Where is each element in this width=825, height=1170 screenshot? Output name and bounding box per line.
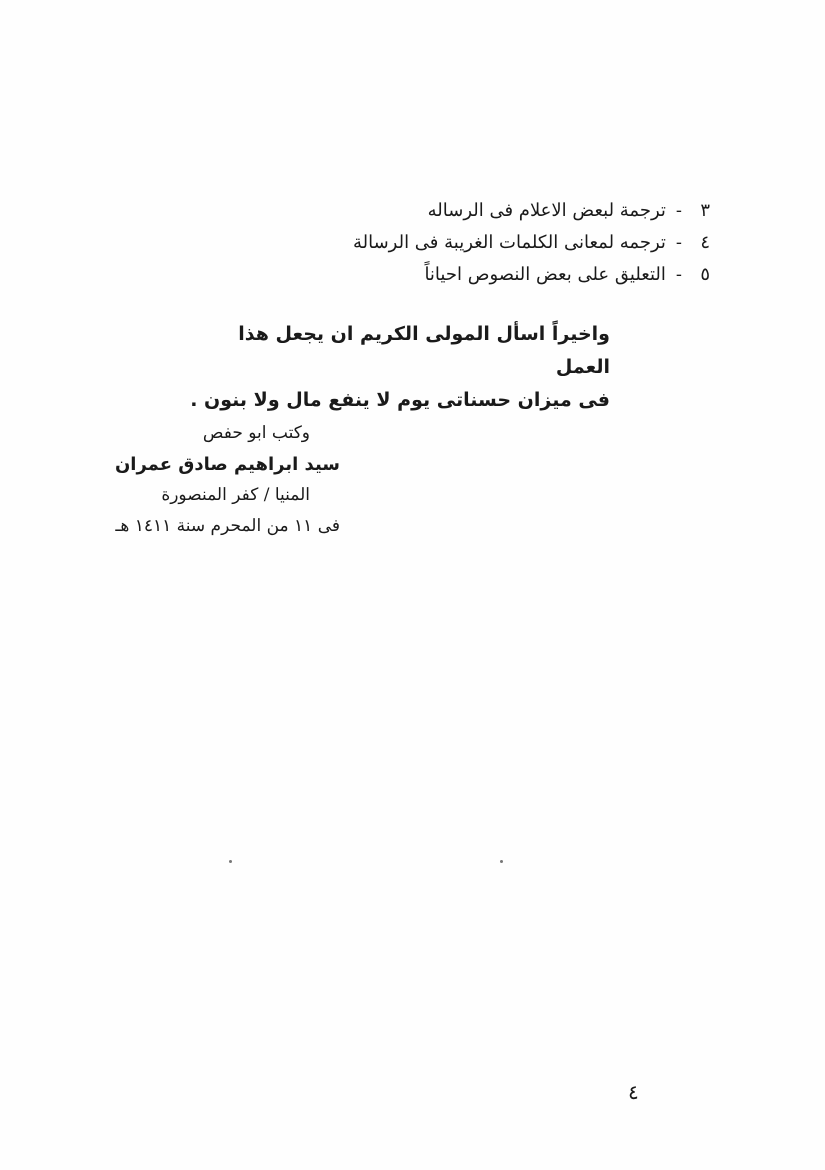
signature-block bbox=[40, 418, 340, 542]
list-item bbox=[190, 259, 710, 291]
scan-speck bbox=[500, 860, 503, 863]
list-item-number: ٣ bbox=[700, 200, 710, 221]
closing-line-1: واخيراً اسأل المولى الكريم ان يجعل هذا العمل bbox=[238, 323, 610, 378]
signature-date: فى ١١ من المحرم سنة ١٤١١ هـ bbox=[115, 516, 340, 536]
signature-written-by: وكتب ابو حفص bbox=[202, 423, 310, 443]
numbered-list bbox=[190, 195, 710, 291]
signature-author-name: سيد ابراهيم صادق عمران bbox=[114, 454, 340, 475]
list-item-separator: - bbox=[675, 232, 682, 253]
list-item-number: ٥ bbox=[700, 264, 710, 285]
list-item-text: التعليق على بعض النصوص احياناً bbox=[424, 264, 666, 285]
signature-place: المنيا / كفر المنصورة bbox=[161, 485, 310, 505]
list-item-text: ترجمة لبعض الاعلام فى الرساله bbox=[427, 200, 666, 221]
list-item-separator: - bbox=[675, 264, 682, 285]
list-item-number: ٤ bbox=[700, 232, 710, 253]
page-number: ٤ bbox=[628, 1080, 639, 1104]
list-item bbox=[190, 227, 710, 259]
list-item bbox=[190, 195, 710, 227]
closing-line-2: فى ميزان حسناتى يوم لا ينفع مال ولا بنون . bbox=[190, 389, 610, 411]
scan-speck bbox=[229, 860, 232, 863]
list-item-separator: - bbox=[675, 200, 682, 221]
closing-prayer bbox=[190, 318, 610, 417]
list-item-text: ترجمه لمعانى الكلمات الغريبة فى الرسالة bbox=[352, 232, 666, 253]
